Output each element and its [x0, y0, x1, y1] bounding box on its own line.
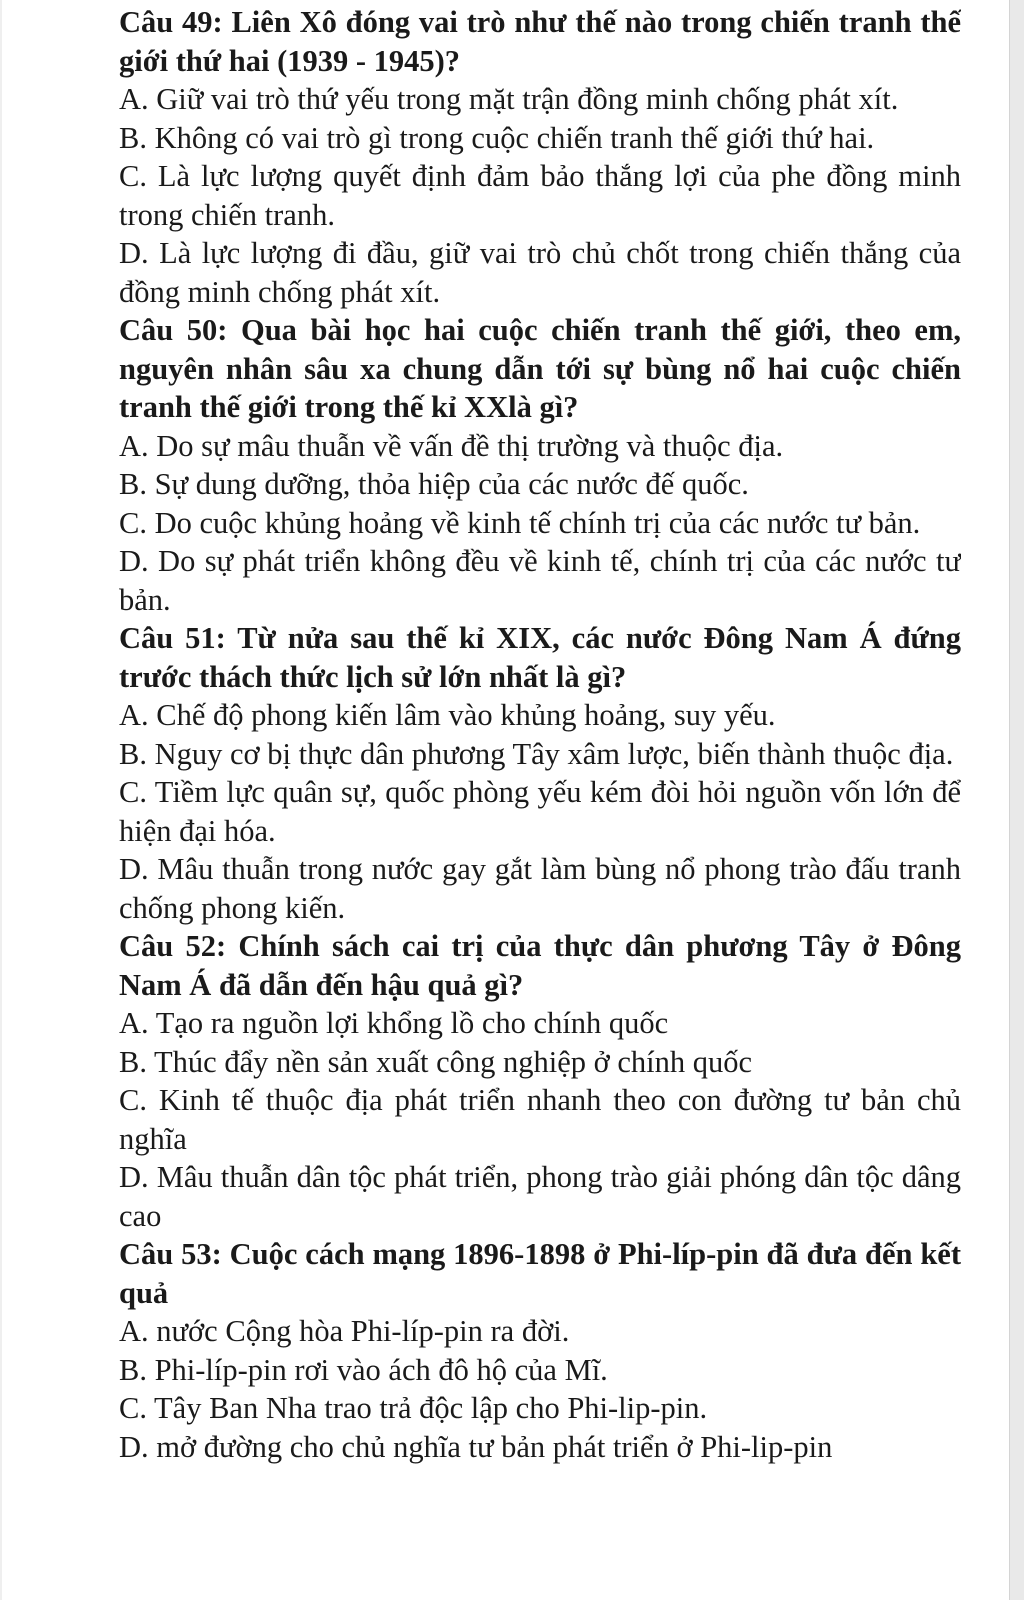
question-52	[119, 927, 961, 1235]
option-a: A. Do sự mâu thuẫn về vấn đề thị trường và thuộc địa.	[119, 428, 784, 463]
left-edge	[0, 0, 2, 1600]
option-a: A. Tạo ra nguồn lợi khổng lồ cho chính quốc	[119, 1006, 669, 1040]
option-b: B. Thúc đẩy nền sản xuất công nghiệp ở chính quốc	[119, 1044, 753, 1079]
option-c: C. Là lực lượng quyết định đảm bảo thắng lợi của phe đồng minh trong chiến tranh.	[119, 159, 961, 232]
question-title: Câu 53: Cuộc cách mạng 1896-1898 ở Phi-líp-pin đã đưa đến kết quả	[119, 1237, 961, 1310]
option-c: C. Kinh tế thuộc địa phát triển nhanh theo con đường tư bản chủ nghĩa	[119, 1083, 961, 1156]
document-page	[119, 0, 961, 1600]
option-d: D. mở đường cho chủ nghĩa tư bản phát triển ở Phi-lip-pin	[119, 1429, 833, 1464]
question-title: Câu 49: Liên Xô đóng vai trò như thế nào trong chiến tranh thế giới thứ hai (1939 - 1945)?	[119, 5, 961, 78]
question-49	[119, 0, 961, 311]
question-title: Câu 51: Từ nửa sau thế kỉ XIX, các nước Đông Nam Á đứng trước thách thức lịch sử lớn nhất là gì?	[119, 621, 961, 694]
question-53	[119, 1235, 961, 1466]
question-50	[119, 311, 961, 619]
question-51	[119, 619, 961, 927]
option-d: D. Mâu thuẫn trong nước gay gắt làm bùng nổ phong trào đấu tranh chống phong kiến.	[119, 852, 961, 925]
right-edge	[1009, 0, 1024, 1600]
option-a: A. Giữ vai trò thứ yếu trong mặt trận đồng minh chống phát xít.	[119, 82, 899, 116]
question-title: Câu 50: Qua bài học hai cuộc chiến tranh thế giới, theo em, nguyên nhân sâu xa chung dẫn tới sự bùng nổ hai cuộc chiến tranh thế giới trong thế kỉ XXlà gì?	[119, 313, 961, 424]
option-b: B. Không có vai trò gì trong cuộc chiến tranh thế giới thứ hai.	[119, 120, 875, 155]
option-a: A. Chế độ phong kiến lâm vào khủng hoảng, suy yếu.	[119, 698, 776, 732]
option-c: C. Tiềm lực quân sự, quốc phòng yếu kém đòi hỏi nguồn vốn lớn để hiện đại hóa.	[119, 775, 961, 848]
option-c: C. Tây Ban Nha trao trả độc lập cho Phi-lip-pin.	[119, 1391, 708, 1425]
option-c: C. Do cuộc khủng hoảng về kinh tế chính trị của các nước tư bản.	[119, 505, 921, 540]
option-a: A. nước Cộng hòa Phi-líp-pin ra đời.	[119, 1314, 570, 1348]
option-b: B. Sự dung dưỡng, thỏa hiệp của các nước đế quốc.	[119, 467, 749, 501]
question-title: Câu 52: Chính sách cai trị của thực dân phương Tây ở Đông Nam Á đã dẫn đến hậu quả gì?	[119, 929, 961, 1002]
option-d: D. Mâu thuẫn dân tộc phát triển, phong trào giải phóng dân tộc dâng cao	[119, 1160, 961, 1233]
option-d: D. Là lực lượng đi đầu, giữ vai trò chủ chốt trong chiến thắng của đồng minh chống phát xít.	[119, 236, 961, 309]
option-b: B. Nguy cơ bị thực dân phương Tây xâm lược, biến thành thuộc địa.	[119, 736, 954, 771]
option-b: B. Phi-líp-pin rơi vào ách đô hộ của Mĩ.	[119, 1352, 608, 1387]
option-d: D. Do sự phát triển không đều về kinh tế, chính trị của các nước tư bản.	[119, 544, 961, 617]
